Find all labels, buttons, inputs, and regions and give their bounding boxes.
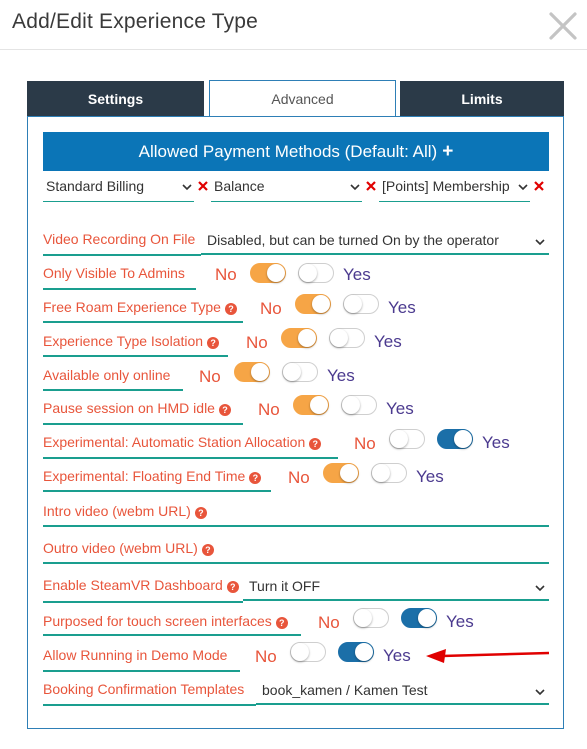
info-icon[interactable]: ? — [309, 438, 321, 450]
label-underline — [43, 601, 243, 603]
tab-advanced[interactable]: Advanced — [209, 80, 396, 117]
remove-x-icon[interactable] — [534, 181, 544, 191]
type-isolation-label-text: Experience Type Isolation — [43, 333, 204, 349]
toggle-yes[interactable] — [343, 294, 379, 314]
label-underline — [43, 355, 228, 357]
touch-screen-label — [43, 613, 288, 629]
label-underline — [43, 634, 301, 636]
toggle-yes[interactable] — [338, 642, 374, 662]
title-separator — [0, 49, 587, 50]
chevron-down-icon — [535, 583, 545, 593]
remove-x-icon[interactable] — [198, 181, 208, 191]
toggle-knob — [372, 464, 390, 482]
toggle-knob — [340, 464, 358, 482]
tab-limits[interactable]: Limits — [400, 81, 564, 116]
close-icon[interactable] — [547, 10, 579, 42]
intro-video-input[interactable] — [43, 501, 549, 527]
payment-methods-header[interactable] — [43, 132, 549, 171]
info-icon[interactable]: ? — [225, 303, 237, 315]
plus-icon[interactable]: + — [442, 141, 454, 162]
video-recording-select[interactable] — [201, 227, 549, 255]
toggle-knob — [330, 329, 348, 347]
free-roam-label-text: Free Roam Experience Type — [43, 299, 221, 315]
chevron-down-icon — [518, 182, 528, 192]
auto-station-label — [43, 434, 321, 450]
toggle-yes[interactable] — [298, 263, 334, 283]
yes-label: Yes — [343, 265, 371, 284]
toggle-yes[interactable] — [401, 608, 437, 628]
yes-label: Yes — [327, 366, 355, 385]
toggle-knob — [390, 430, 408, 448]
toggle-knob — [312, 295, 330, 313]
floating-end-label-text: Experimental: Floating End Time — [43, 468, 246, 484]
chevron-down-icon — [535, 687, 545, 697]
toggle-no[interactable] — [295, 294, 331, 314]
no-label: No — [288, 468, 310, 487]
toggle-no[interactable] — [389, 429, 425, 449]
toggle-knob — [355, 643, 373, 661]
info-icon[interactable]: ? — [195, 507, 207, 519]
video-recording-value: Disabled, but can be turned On by the operator — [207, 232, 499, 248]
tab-settings[interactable]: Settings — [27, 81, 204, 116]
label-underline — [43, 288, 196, 290]
red-arrow-annotation — [424, 644, 552, 666]
chevron-down-icon — [350, 182, 360, 192]
toggle-yes[interactable] — [371, 463, 407, 483]
chevron-down-icon — [182, 182, 192, 192]
toggle-knob — [418, 609, 436, 627]
booking-templates-label: Booking Confirmation Templates — [43, 681, 245, 697]
floating-end-label — [43, 468, 261, 484]
info-icon[interactable]: ? — [227, 581, 239, 593]
no-label: No — [246, 333, 268, 352]
booking-templates-value: book_kamen / Kamen Test — [262, 682, 428, 698]
no-label: No — [260, 299, 282, 318]
toggle-yes[interactable] — [329, 328, 365, 348]
label-underline — [43, 670, 240, 672]
toggle-knob — [291, 643, 309, 661]
yes-label: Yes — [482, 433, 510, 452]
toggle-knob — [283, 363, 301, 381]
no-label: No — [199, 367, 221, 386]
label-underline — [43, 457, 338, 459]
toggle-yes[interactable] — [437, 429, 473, 449]
toggle-no[interactable] — [323, 463, 359, 483]
steamvr-label — [43, 577, 239, 593]
no-label: No — [318, 613, 340, 632]
info-icon[interactable]: ? — [219, 404, 231, 416]
payment-methods-title: Allowed Payment Methods (Default: All) — [138, 141, 438, 161]
info-icon[interactable]: ? — [276, 617, 288, 629]
payment-method-select-1[interactable] — [43, 176, 194, 202]
remove-x-icon[interactable] — [366, 181, 376, 191]
dialog-title: Add/Edit Experience Type — [12, 10, 259, 33]
toggle-no[interactable] — [250, 263, 286, 283]
payment-method-select-3[interactable] — [379, 176, 530, 202]
payment-method-value: Balance — [214, 178, 265, 194]
yes-label: Yes — [374, 332, 402, 351]
toggle-knob — [310, 396, 328, 414]
yes-label: Yes — [416, 467, 444, 486]
pause-hmd-label-text: Pause session on HMD idle — [43, 400, 215, 416]
toggle-no[interactable] — [281, 328, 317, 348]
intro-video-label-text: Intro video (webm URL) — [43, 503, 191, 519]
info-icon[interactable]: ? — [202, 544, 214, 556]
auto-station-label-text: Experimental: Automatic Station Allocation — [43, 434, 306, 450]
video-recording-label: Video Recording On File — [43, 231, 196, 247]
touch-screen-label-text: Purposed for touch screen interfaces — [43, 613, 272, 629]
info-icon[interactable]: ? — [207, 337, 219, 349]
toggle-yes[interactable] — [282, 362, 318, 382]
no-label: No — [354, 434, 376, 453]
label-underline — [43, 254, 201, 256]
no-label: No — [258, 400, 280, 419]
toggle-knob — [344, 295, 362, 313]
toggle-knob — [342, 396, 360, 414]
toggle-knob — [267, 264, 285, 282]
payment-method-select-2[interactable] — [211, 176, 362, 202]
toggle-yes[interactable] — [341, 395, 377, 415]
label-underline — [43, 423, 243, 425]
no-label: No — [215, 265, 237, 284]
yes-label: Yes — [383, 646, 411, 665]
toggle-knob — [354, 609, 372, 627]
toggle-knob — [251, 363, 269, 381]
outro-video-input[interactable] — [43, 538, 549, 564]
toggle-no[interactable] — [234, 362, 270, 382]
label-underline — [43, 389, 183, 391]
label-underline — [43, 704, 256, 706]
booking-templates-select[interactable] — [256, 677, 549, 705]
payment-method-value: Standard Billing — [46, 178, 145, 194]
chevron-down-icon — [535, 237, 545, 247]
demo-mode-label: Allow Running in Demo Mode — [43, 647, 228, 663]
no-label: No — [255, 647, 277, 666]
toggle-knob — [298, 329, 316, 347]
toggle-no[interactable] — [353, 608, 389, 628]
info-icon[interactable]: ? — [249, 472, 261, 484]
free-roam-label — [43, 299, 237, 315]
only-visible-admins-label: Only Visible To Admins — [43, 265, 185, 281]
type-isolation-label — [43, 333, 219, 349]
label-underline — [43, 490, 271, 492]
outro-video-label-text: Outro video (webm URL) — [43, 540, 198, 556]
toggle-no[interactable] — [290, 642, 326, 662]
label-underline — [43, 321, 243, 323]
payment-method-value: [Points] Membership — [382, 178, 510, 194]
steamvr-select[interactable] — [243, 573, 549, 601]
yes-label: Yes — [388, 298, 416, 317]
yes-label: Yes — [446, 612, 474, 631]
toggle-knob — [454, 430, 472, 448]
steamvr-value: Turn it OFF — [249, 578, 321, 594]
toggle-knob — [299, 264, 317, 282]
available-online-label: Available only online — [43, 367, 171, 383]
yes-label: Yes — [386, 399, 414, 418]
toggle-no[interactable] — [293, 395, 329, 415]
steamvr-label-text: Enable SteamVR Dashboard — [43, 577, 223, 593]
pause-hmd-label — [43, 400, 231, 416]
